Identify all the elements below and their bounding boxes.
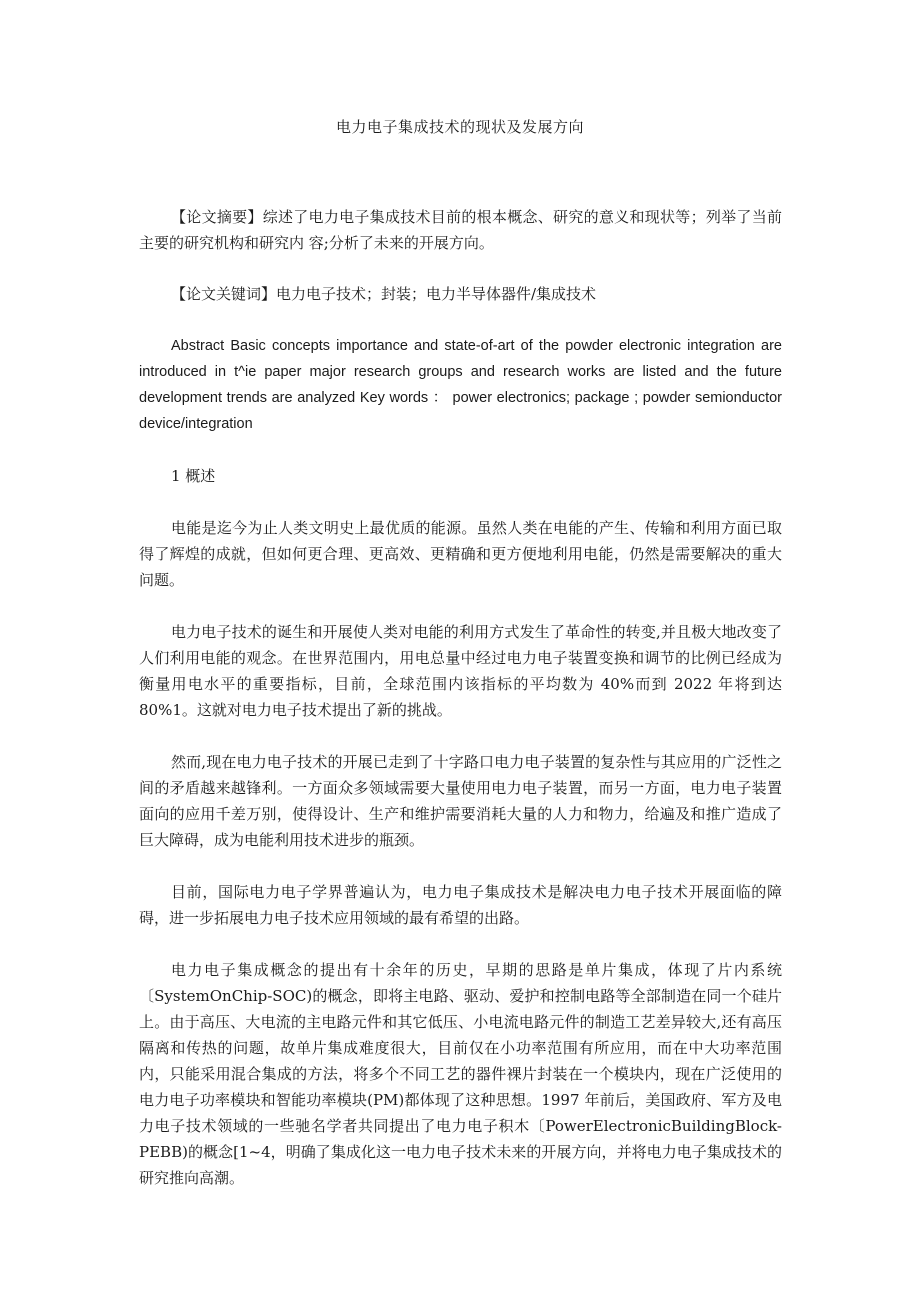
- abstract-paragraph: 【论文摘要】综述了电力电子集成技术目前的根本概念、研究的意义和现状等；列举了当前主要的研究机构和研究内 容;分析了未来的开展方向。: [139, 208, 782, 252]
- section-heading: 1 概述: [171, 467, 216, 485]
- body-paragraph-2: 电力电子技术的诞生和开展使人类对电能的利用方式发生了革命性的转变,并且极大地改变了人们利用电能的观念。在世界范围内，用电总量中经过电力电子装置变换和调节的比例已经成为衡量用电水平的重要指标，目前，全球范围内该指标的平均数为 40%而到 2022 年将到达 80%1。这就对电力电子技术提出了新的挑战。: [139, 623, 782, 719]
- document-title: 电力电子集成技术的现状及发展方向: [335, 118, 584, 136]
- body-paragraph-3: 然而,现在电力电子技术的开展已走到了十字路口电力电子装置的复杂性与其应用的广泛性之间的矛盾越来越锋利。一方面众多领域需要大量使用电力电子装置，而另一方面，电力电子装置面向的应用千差万别，使得设计、生产和维护需要消耗大量的人力和物力，给遍及和推广造成了巨大障碍，成为电能利用技术进步的瓶颈。: [139, 753, 782, 849]
- body-paragraph-4: 目前，国际电力电子学界普遍认为，电力电子集成技术是解决电力电子技术开展面临的障碍，进一步拓展电力电子技术应用领域的最有希望的出路。: [139, 883, 782, 927]
- keywords-paragraph: 【论文关键词】电力电子技术；封装；电力半导体器件/集成技术: [171, 285, 597, 303]
- body-paragraph-5: 电力电子集成概念的提出有十余年的历史，早期的思路是单片集成，体现了片内系统〔SystemOnChip-SOC)的概念，即将主电路、驱动、爱护和控制电路等全部制造在同一个硅片上。由于高压、大电流的主电路元件和其它低压、小电流电路元件的制造工艺差异较大,还有高压隔离和传热的问题，故单片集成难度很大，目前仅在小功率范围有所应用，而在中大功率范围内，只能采用混合集成的方法，将多个不同工艺的器件裸片封装在一个模块内，现在广泛使用的电力电子功率模块和智能功率模块(PM)都体现了这种思想。1997 年前后，美国政府、军方及电力电子技术领域的一些驰名学者共同提出了电力电子积木〔PowerElectronicBuildingBlock-PEBB)的概念[1~4，明确了集成化这一电力电子技术未来的开展方向，并将电力电子集成技术的研究推向高潮。: [139, 961, 782, 1187]
- english-abstract-paragraph: Abstract Basic concepts importance and state-of-art of the powder electronic integration are introduced in t^ie paper major research groups and research works are listed and the future development trends are analyzed Key words ： power electronics; package ; powder semionductor device/integration: [139, 338, 782, 432]
- body-paragraph-1: 电能是迄今为止人类文明史上最优质的能源。虽然人类在电能的产生、传输和利用方面已取得了辉煌的成就，但如何更合理、更高效、更精确和更方便地利用电能，仍然是需要解决的重大问题。: [139, 519, 782, 589]
